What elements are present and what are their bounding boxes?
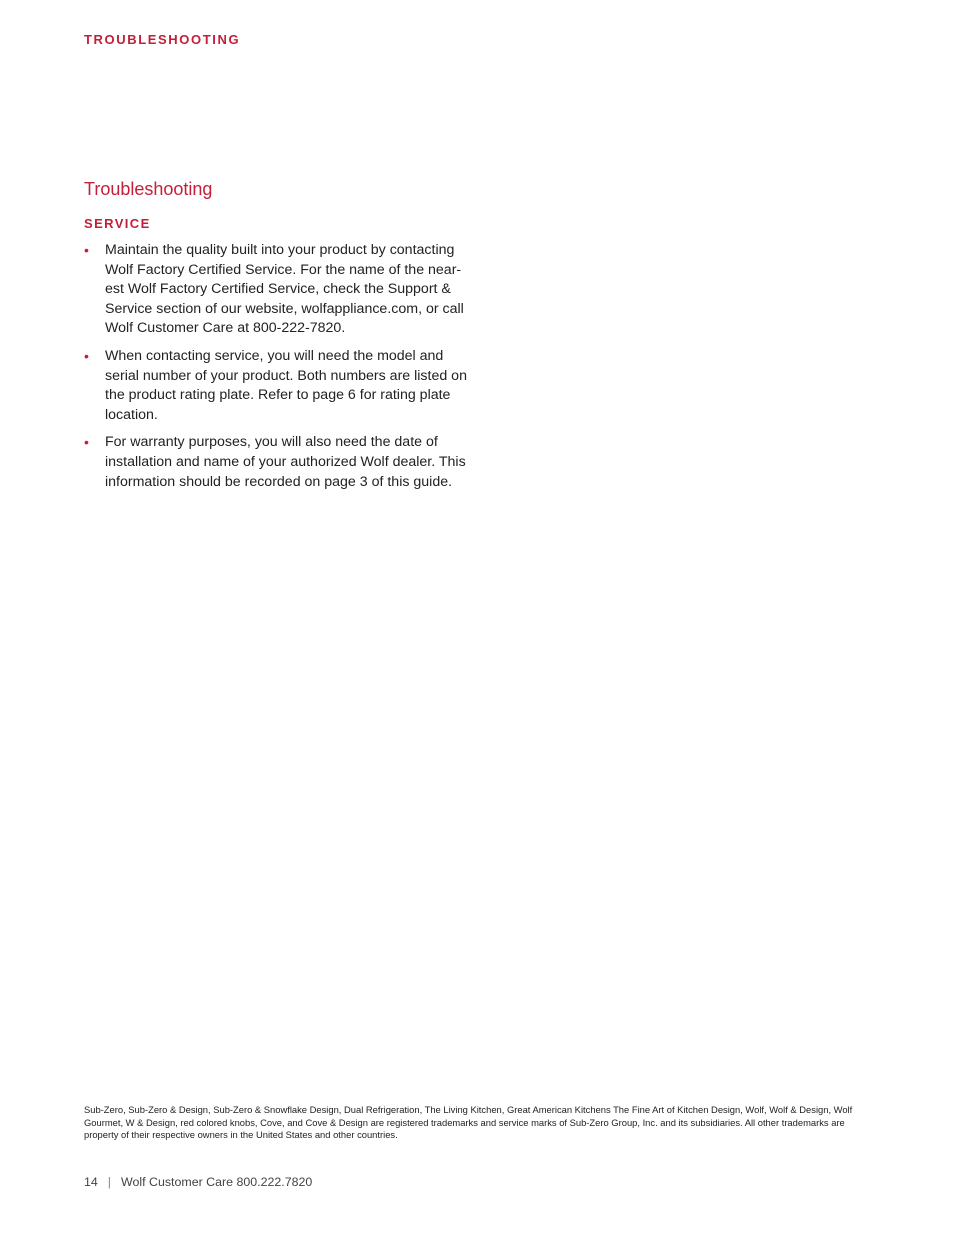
trademark-notice: Sub-Zero, Sub-Zero & Design, Sub-Zero & Snowflake Design, Dual Refrigeration, The Living Kitchen, Great American Kitchens The Fine Art of Kitchen Design, Wolf, Wolf & Design, Wolf Gourmet, W & Design, red colored knobs, Cove, and Cove & Design are registered trademarks and service marks of Sub-Zero Group, Inc. and its subsidiaries. All other trademarks are property of their respective owners in the United States and other countries.: [84, 1104, 853, 1141]
footer-separator: |: [107, 1175, 112, 1189]
subsection-title: SERVICE: [84, 216, 151, 231]
page-number: 14: [84, 1175, 98, 1189]
footer-contact: Wolf Customer Care 800.222.7820: [121, 1175, 313, 1189]
bullet-text: When contacting service, you will need the model and serial number of your product. Both numbers are listed on the product rating plate. Refer to page 6 for rating plate location.: [105, 347, 467, 423]
list-item: [84, 433, 474, 492]
bullet-text: Maintain the quality built into your product by contacting Wolf Factory Certified Service. For the name of the near- est Wolf Factory Certified Service, check the Support & Service section of our website, wolfappliance.com, or call Wolf Customer Care at 800-222-7820.: [105, 242, 464, 337]
bullet-icon: •: [84, 242, 89, 258]
bullet-icon: •: [84, 434, 89, 451]
running-header: TROUBLESHOOTING: [84, 32, 241, 47]
list-item: [84, 241, 474, 339]
service-bullet-list: [84, 241, 474, 500]
section-title: Troubleshooting: [84, 179, 213, 199]
page-footer: [84, 1175, 312, 1190]
bullet-icon: •: [84, 347, 89, 364]
bullet-text: For warranty purposes, you will also need the date of installation and name of your authorized Wolf dealer. This information should be recorded on page 3 of this guide.: [105, 434, 466, 490]
list-item: [84, 347, 474, 425]
